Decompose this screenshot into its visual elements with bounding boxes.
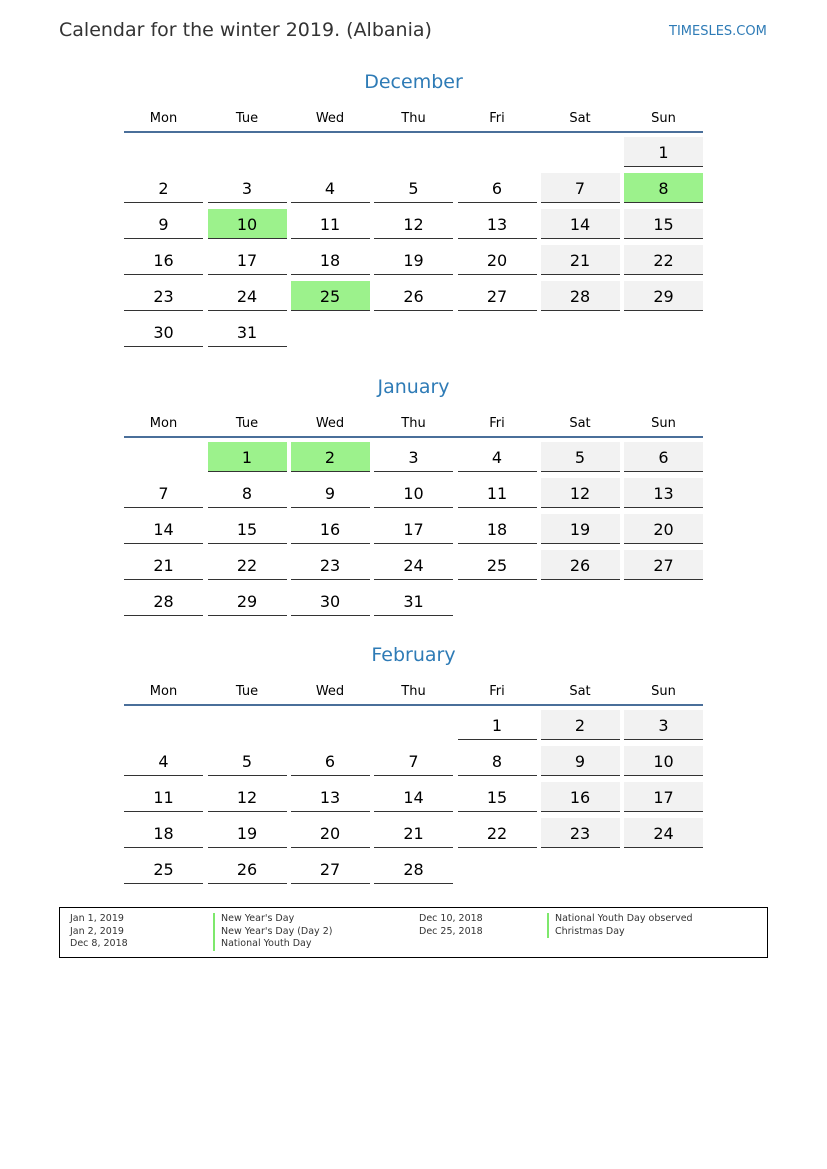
weekday-label: Wed (315, 684, 345, 699)
day-cell: 5 (208, 746, 287, 776)
weekday-label: Sun (651, 416, 676, 431)
day-cell: 8 (458, 746, 537, 776)
day-cell: 29 (208, 586, 287, 616)
day-cell: 7 (124, 478, 203, 508)
day-cell: 28 (124, 586, 203, 616)
weekday-label: Sat (569, 416, 591, 431)
weekday-label: Tue (235, 416, 259, 431)
day-cell: 19 (541, 514, 620, 544)
legend-holiday-date: Dec 8, 2018 (70, 938, 128, 949)
day-cell: 12 (208, 782, 287, 812)
day-cell: 13 (291, 782, 370, 812)
holiday-day-cell: 25 (291, 281, 370, 311)
weekday-label: Mon (149, 416, 178, 431)
day-cell: 22 (458, 818, 537, 848)
day-cell: 4 (124, 746, 203, 776)
day-cell: 6 (624, 442, 703, 472)
holiday-day-cell: 1 (208, 442, 287, 472)
legend-holiday-name: National Youth Day (213, 938, 332, 951)
header-rule (124, 131, 703, 133)
day-cell: 19 (208, 818, 287, 848)
day-cell: 26 (208, 854, 287, 884)
weekday-label: Thu (401, 416, 426, 431)
day-cell: 18 (124, 818, 203, 848)
day-cell: 14 (374, 782, 453, 812)
day-cell: 12 (374, 209, 453, 239)
day-cell: 20 (458, 245, 537, 275)
day-cell: 13 (458, 209, 537, 239)
page-title: Calendar for the winter 2019. (Albania) (59, 19, 432, 41)
day-cell: 26 (541, 550, 620, 580)
day-cell: 29 (624, 281, 703, 311)
day-cell: 4 (291, 173, 370, 203)
day-cell: 9 (291, 478, 370, 508)
day-cell: 18 (291, 245, 370, 275)
day-cell: 16 (541, 782, 620, 812)
day-cell: 4 (458, 442, 537, 472)
day-cell: 25 (124, 854, 203, 884)
weekday-header (124, 683, 703, 701)
day-cell: 27 (458, 281, 537, 311)
legend-holiday-date: Dec 10, 2018 (419, 913, 483, 924)
header-rule (124, 436, 703, 438)
day-cell: 12 (541, 478, 620, 508)
day-cell: 8 (208, 478, 287, 508)
day-cell: 3 (374, 442, 453, 472)
day-cell: 23 (291, 550, 370, 580)
day-cell: 31 (208, 317, 287, 347)
day-cell: 15 (624, 209, 703, 239)
header-rule (124, 704, 703, 706)
day-cell: 16 (124, 245, 203, 275)
day-cell: 21 (124, 550, 203, 580)
day-cell: 10 (624, 746, 703, 776)
day-cell: 23 (541, 818, 620, 848)
weekday-label: Tue (235, 684, 259, 699)
weekday-label: Sat (569, 111, 591, 126)
day-cell: 25 (458, 550, 537, 580)
day-cell: 31 (374, 586, 453, 616)
legend-holiday-date: Jan 1, 2019 (70, 913, 124, 924)
holiday-day-cell: 8 (624, 173, 703, 203)
day-cell: 3 (624, 710, 703, 740)
legend-left-names (213, 913, 332, 951)
day-cell: 13 (624, 478, 703, 508)
day-cell: 21 (541, 245, 620, 275)
day-cell: 5 (374, 173, 453, 203)
holiday-day-cell: 10 (208, 209, 287, 239)
day-cell: 28 (541, 281, 620, 311)
day-cell: 30 (124, 317, 203, 347)
weekday-label: Sat (569, 684, 591, 699)
weekday-label: Fri (489, 416, 505, 431)
day-cell: 27 (624, 550, 703, 580)
legend-holiday-name: New Year's Day (Day 2) (213, 926, 332, 939)
day-cell: 22 (208, 550, 287, 580)
day-cell: 17 (624, 782, 703, 812)
legend-holiday-date: Jan 2, 2019 (70, 925, 124, 937)
day-cell: 6 (291, 746, 370, 776)
day-cell: 11 (124, 782, 203, 812)
day-cell: 20 (291, 818, 370, 848)
weekday-header (124, 110, 703, 128)
day-cell: 18 (458, 514, 537, 544)
day-cell: 10 (374, 478, 453, 508)
brand-link[interactable]: TIMESLES.COM (669, 24, 767, 39)
day-cell: 27 (291, 854, 370, 884)
day-cell: 1 (624, 137, 703, 167)
weekday-label: Fri (489, 111, 505, 126)
day-cell: 2 (124, 173, 203, 203)
holiday-day-cell: 2 (291, 442, 370, 472)
day-cell: 16 (291, 514, 370, 544)
weekday-label: Thu (401, 684, 426, 699)
month-title: December (364, 71, 463, 93)
day-cell: 7 (541, 173, 620, 203)
weekday-label: Sun (651, 684, 676, 699)
day-cell: 15 (458, 782, 537, 812)
day-cell: 9 (541, 746, 620, 776)
day-cell: 17 (374, 514, 453, 544)
day-cell: 21 (374, 818, 453, 848)
day-cell: 14 (124, 514, 203, 544)
legend-holiday-date: Dec 25, 2018 (419, 925, 483, 937)
day-cell: 22 (624, 245, 703, 275)
day-cell: 9 (124, 209, 203, 239)
day-cell: 14 (541, 209, 620, 239)
holiday-legend (59, 907, 768, 958)
day-cell: 23 (124, 281, 203, 311)
legend-holiday-name: National Youth Day observed (547, 913, 693, 926)
month-title: January (377, 376, 450, 398)
day-cell: 24 (624, 818, 703, 848)
day-cell: 3 (208, 173, 287, 203)
day-cell: 19 (374, 245, 453, 275)
month-title: February (371, 644, 456, 666)
day-cell: 11 (291, 209, 370, 239)
day-cell: 7 (374, 746, 453, 776)
weekday-label: Tue (235, 111, 259, 126)
day-cell: 17 (208, 245, 287, 275)
day-cell: 24 (374, 550, 453, 580)
weekday-label: Mon (149, 111, 178, 126)
day-cell: 26 (374, 281, 453, 311)
weekday-header (124, 415, 703, 433)
day-cell: 15 (208, 514, 287, 544)
day-cell: 5 (541, 442, 620, 472)
weekday-label: Thu (401, 111, 426, 126)
legend-holiday-name: Christmas Day (547, 926, 693, 939)
day-cell: 28 (374, 854, 453, 884)
weekday-label: Fri (489, 684, 505, 699)
weekday-label: Wed (315, 111, 345, 126)
day-cell: 11 (458, 478, 537, 508)
legend-holiday-name: New Year's Day (213, 913, 332, 926)
weekday-label: Sun (651, 111, 676, 126)
day-cell: 2 (541, 710, 620, 740)
weekday-label: Wed (315, 416, 345, 431)
day-cell: 30 (291, 586, 370, 616)
day-cell: 24 (208, 281, 287, 311)
day-cell: 20 (624, 514, 703, 544)
legend-right-names (547, 913, 693, 938)
day-cell: 6 (458, 173, 537, 203)
legend-right-dates (419, 913, 483, 938)
weekday-label: Mon (149, 684, 178, 699)
day-cell: 1 (458, 710, 537, 740)
legend-left-dates (70, 913, 128, 951)
